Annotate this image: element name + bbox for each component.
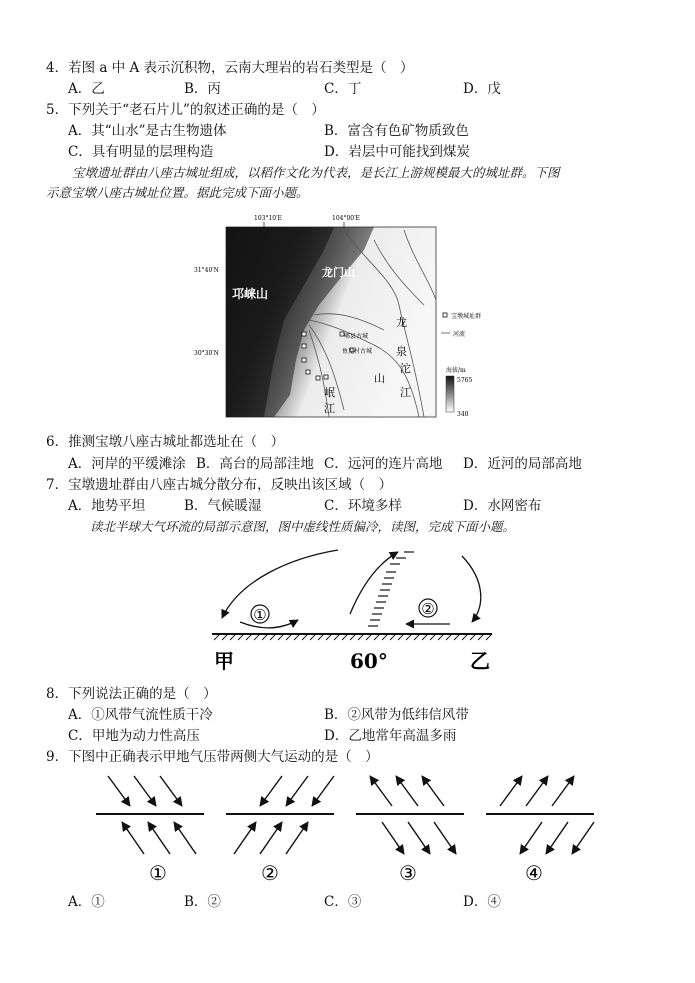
pressure-belt-options-figure — [86, 768, 616, 888]
q4-option-b: B．丙 — [184, 81, 221, 97]
passage2-line1: 读北半球大气环流的局部示意图，图中虚线性质偏冷，读图，完成下面小题。 — [90, 519, 516, 534]
label-yi: 乙 — [470, 649, 490, 673]
label-jiang-min: 江 — [324, 402, 335, 415]
label-longquan-2: 泉 — [396, 345, 407, 358]
legend-site: 宝墩城址群 — [451, 313, 482, 320]
q6-option-d: D．近河的局部高地 — [463, 456, 582, 472]
label-min: 岷 — [324, 386, 335, 399]
lon-label-2: 104°00′E — [332, 215, 360, 222]
label-60: 60° — [350, 649, 388, 673]
q6-option-c: C．远河的连片高地 — [324, 456, 443, 472]
panel-label-1: ① — [149, 861, 167, 885]
label-yufucun: 鱼凫村古城 — [342, 348, 373, 355]
legend-elev-min: 340 — [457, 411, 469, 418]
option-panel-3 — [356, 776, 464, 854]
q7-option-b: B．气候暖湿 — [184, 498, 262, 514]
q8-option-c: C．甲地为动力性高压 — [68, 728, 200, 744]
label-jiang-tuo: 江 — [400, 386, 411, 399]
circulation-figure — [200, 540, 500, 680]
label-longquan-1: 龙 — [396, 316, 407, 329]
q6-stem: 6．推测宝墩八座古城址都选址在（ ） — [46, 434, 285, 450]
legend-river: 河流 — [453, 331, 466, 338]
legend-elev-max: 5765 — [457, 377, 473, 384]
q7-option-d: D．水网密布 — [463, 498, 542, 514]
belt1-label: ① — [253, 606, 267, 624]
passage1-line2: 示意宝墩八座古城址位置。据此完成下面小题。 — [46, 185, 309, 200]
q8-stem: 8．下列说法正确的是（ ） — [46, 686, 217, 702]
q7-option-c: C．环境多样 — [324, 498, 402, 514]
option-panel-4 — [486, 776, 594, 854]
q9-stem: 9．下图中正确表示甲地气压带两侧大气运动的是（ ） — [46, 749, 379, 765]
q5-stem: 5．下列关于“老石片儿”的叙述正确的是（ ） — [46, 102, 325, 118]
label-longquan-3: 山 — [374, 372, 385, 385]
option-panel-2 — [226, 776, 334, 854]
label-longmen: 龙门山 — [322, 266, 355, 279]
q4-stem: 4．若图 a 中 A 表示沉积物，云南大理岩的岩石类型是（ ） — [46, 60, 414, 76]
q9-option-c: C．③ — [324, 894, 362, 910]
lat-label-1: 31°40′N — [194, 267, 219, 274]
option-panel-1 — [96, 776, 204, 854]
q7-stem: 7．宝墩遗址群由八座古城分散分布，反映出该区域（ ） — [46, 477, 393, 493]
label-jia: 甲 — [214, 649, 234, 673]
q8-option-a: A．①风带气流性质干冷 — [68, 707, 213, 723]
q9-option-a: A．① — [68, 894, 105, 910]
q8-option-d: D．乙地常年高温多雨 — [324, 728, 457, 744]
q6-option-a: A．河岸的平缓滩涂 — [68, 456, 186, 472]
lon-label-1: 103°10′E — [254, 215, 282, 222]
q7-option-a: A．地势平坦 — [68, 498, 146, 514]
label-qionglai: 邛崃山 — [232, 287, 269, 301]
legend-elev-title: 海拔/m — [446, 367, 466, 374]
belt2-label: ② — [421, 600, 435, 618]
q9-option-d: D．④ — [463, 894, 501, 910]
panel-label-2: ② — [261, 861, 279, 885]
q5-option-a: A．其“山水”是古生物遗体 — [68, 123, 227, 139]
label-tuo: 沱 — [400, 362, 411, 375]
q4-option-c: C．丁 — [324, 81, 362, 97]
label-pixian: 郫县古城 — [344, 333, 369, 340]
q4-option-d: D．戊 — [463, 81, 501, 97]
q5-option-b: B．富含有色矿物质致色 — [324, 123, 469, 139]
q8-option-b: B．②风带为低纬信风带 — [324, 707, 469, 723]
q9-option-b: B．② — [184, 894, 221, 910]
q4-option-a: A．乙 — [68, 81, 105, 97]
baodun-map — [194, 210, 492, 422]
q6-option-b: B．高台的局部洼地 — [196, 456, 314, 472]
panel-label-3: ③ — [399, 861, 417, 885]
q5-option-c: C．具有明显的层理构造 — [68, 144, 214, 160]
panel-label-4: ④ — [525, 861, 543, 885]
passage1-line1: 宝墩遗址群由八座古城址组成，以稻作文化为代表，是长江上游规模最大的城址群。下图 — [72, 165, 560, 180]
lat-label-2: 30°30′N — [194, 350, 219, 357]
q5-option-d: D．岩层中可能找到煤炭 — [324, 144, 470, 160]
